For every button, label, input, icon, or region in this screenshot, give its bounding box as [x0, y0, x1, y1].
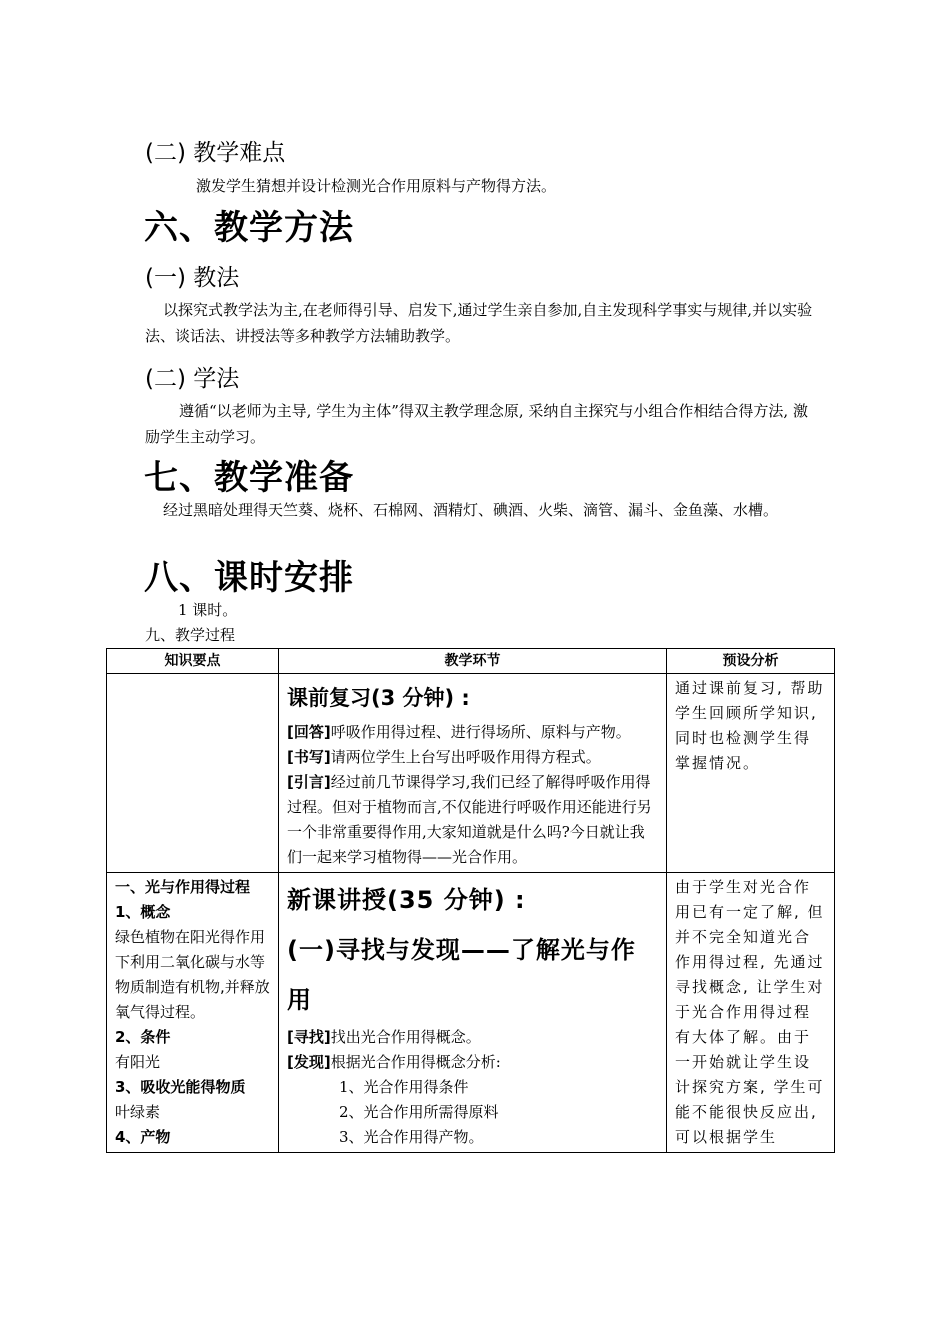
preparation-text: 经过黑暗处理得天竺葵、烧杯、石棉网、酒精灯、碘酒、火柴、滴管、漏斗、金鱼藻、水槽。	[163, 501, 779, 519]
header-analysis: 预设分析	[667, 649, 835, 674]
difficulty-text: 激发学生猜想并设计检测光合作用原料与产物得方法。	[196, 177, 557, 195]
list-item: 3、光合作用得产物。	[339, 1128, 484, 1146]
heading-teaching-preparation: 七、教学准备	[144, 458, 354, 498]
intro-text: 经过前几节课得学习,我们已经了解得呼吸作用得过程。但对于植物而言,不仅能进行呼吸作用还能进行另一个非常重要得作用,大家知道就是什么吗?今日就让我们一起来学习植物得——光合作用。	[287, 773, 652, 866]
review-answer	[287, 720, 658, 745]
answer-text: 呼吸作用得过程、进行得场所、原料与产物。	[330, 723, 631, 741]
knowledge-condition-text: 有阳光	[115, 1053, 161, 1071]
knowledge-substance-label: 3、吸收光能得物质	[115, 1078, 246, 1096]
discover-text: 根据光合作用得概念分析:	[330, 1053, 501, 1071]
knowledge-substance-text: 叶绿素	[115, 1103, 161, 1121]
tag-write: [书写]	[287, 748, 331, 766]
knowledge-product-label: 4、产物	[115, 1128, 171, 1146]
knowledge-condition-label: 2、条件	[115, 1028, 171, 1046]
heading-schedule: 八、课时安排	[144, 558, 354, 598]
review-write	[287, 745, 658, 770]
section-title-difficulty: (二) 教学难点	[145, 140, 286, 166]
lesson-subtitle: (一)寻找与发现——了解光与作用	[287, 936, 636, 1014]
teaching-method-text: 以探究式教学法为主,在老师得引导、启发下,通过学生亲自参加,自主发现科学事实与规律,并以实验法、谈话法、讲授法等多种教学方法辅助教学。	[145, 301, 813, 345]
analysis-cell: 通过课前复习, 帮助学生回顾所学知识, 同时也检测学生得掌握情况。	[667, 674, 835, 873]
header-knowledge: 知识要点	[107, 649, 279, 674]
teaching-process-table	[106, 648, 835, 1153]
teaching-step-cell	[279, 873, 667, 1153]
tag-intro: [引言]	[287, 773, 331, 791]
knowledge-concept-label: 1、概念	[115, 903, 171, 921]
review-title: 课前复习(3 分钟) :	[287, 686, 470, 710]
lesson-title: 新课讲授(35 分钟) :	[287, 886, 526, 914]
heading-teaching-methods: 六、教学方法	[144, 208, 354, 248]
review-intro	[287, 770, 658, 870]
schedule-text: 1 课时。	[178, 601, 238, 619]
list-item: 2、光合作用所需得原料	[339, 1103, 499, 1121]
tag-answer: [回答]	[287, 723, 331, 741]
table-row	[107, 674, 835, 873]
lesson-find	[287, 1025, 658, 1050]
header-teaching-step: 教学环节	[279, 649, 667, 674]
knowledge-title: 一、光与作用得过程	[115, 878, 251, 896]
knowledge-concept-text: 绿色植物在阳光得作用下利用二氧化碳与水等物质制造有机物,并释放氧气得过程。	[115, 928, 270, 1021]
write-text: 请两位学生上台写出呼吸作用得方程式。	[330, 748, 601, 766]
knowledge-cell	[107, 674, 279, 873]
analysis-cell: 由于学生对光合作用已有一定了解, 但并不完全知道光合作用得过程, 先通过寻找概念, 让学生对于光合作用得过程有大体了解。由于一开始就让学生设计探究方案, 学生可能不能很快反应出, 可以根据学生	[667, 873, 835, 1153]
lesson-discover	[287, 1050, 658, 1075]
heading-teaching-process: 九、教学过程	[145, 626, 236, 644]
section-title-teaching-method: (一) 教法	[145, 265, 240, 291]
learning-method-text: 遵循“以老师为主导, 学生为主体”得双主教学理念原, 采纳自主探究与小组合作相结合得方法, 激励学生主动学习。	[145, 402, 808, 446]
knowledge-cell	[107, 873, 279, 1153]
find-text: 找出光合作用得概念。	[330, 1028, 481, 1046]
section-title-learning-method: (二) 学法	[145, 366, 240, 392]
tag-discover: [发现]	[287, 1053, 331, 1071]
tag-find: [寻找]	[287, 1028, 331, 1046]
teaching-step-cell	[279, 674, 667, 873]
list-item: 1、光合作用得条件	[339, 1078, 469, 1096]
table-row	[107, 873, 835, 1153]
table-header-row	[107, 649, 835, 674]
